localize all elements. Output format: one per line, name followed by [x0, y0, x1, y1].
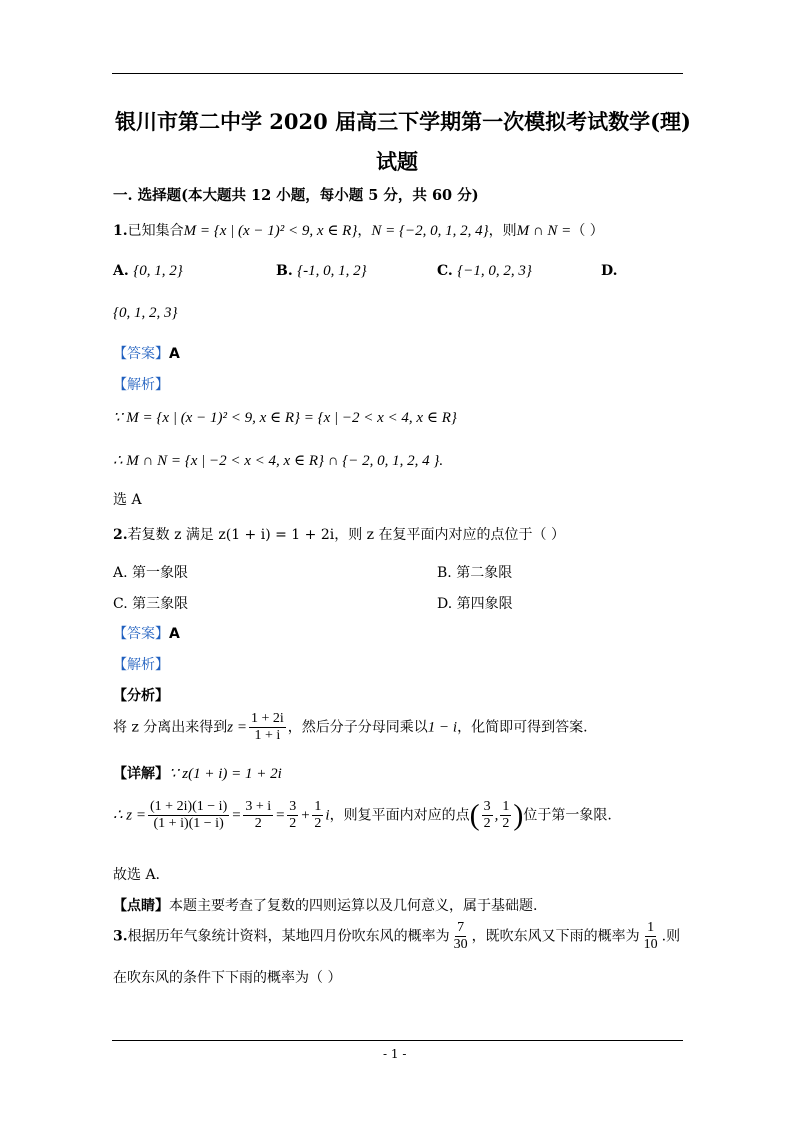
set-m: M = {x | (x − 1)² < 9, x ∈ R} — [183, 223, 358, 239]
question-3-stem: 3.根据历年气象统计资料，某地四月份吹东风的概率为 $\frac{7}{30}$ ，既吹东风又下雨的概率为 $\frac{1}{10}$ .则 — [113, 920, 681, 953]
solution-line-2: ∴ M ∩ N = {x | −2 < x < 4, x ∈ R} ∩ {− 2, 0, 1, 2, 4 }. — [113, 453, 444, 469]
set-n: N = {−2, 0, 1, 2, 4} — [371, 223, 489, 239]
section-heading: 一. 选择题(本大题共 12 小题，每小题 5 分，共 60 分) — [113, 187, 479, 204]
fraction: $\frac{(1 + 2i)(1 - i)}{(1 + i)(1 - i)}$ — [150, 799, 228, 832]
q2-conclusion: 故选 A. — [113, 867, 161, 883]
answer-value: A — [169, 626, 180, 642]
comment-tag: 【点睛】 — [113, 898, 169, 914]
q2-answer-line — [113, 623, 180, 643]
option-label: B. — [276, 263, 293, 279]
detail-tag: 【详解】 — [113, 766, 169, 782]
q2-fenxi-tag: 【分析】 — [113, 688, 169, 704]
q2-detail-line: 【详解】∵ z(1 + i) = 1 + 2i — [113, 766, 282, 782]
option-b: B. {-1, 0, 1, 2} — [276, 263, 367, 279]
fraction: $\frac{1 + 2i}{1 + i}$ — [251, 711, 284, 744]
q2-option-b: B. 第二象限 — [437, 565, 513, 581]
answer-line — [113, 343, 180, 363]
solution-line-1: ∵ M = {x | (x − 1)² < 9, x ∈ R} = {x | −2 < x < 4, x ∈ R} — [113, 410, 457, 426]
question-number: 1. — [113, 223, 128, 239]
question-number: 2. — [113, 527, 128, 543]
page-title-cont: 试题 — [376, 149, 418, 174]
answer-tag: 【答案】 — [113, 626, 169, 642]
option-d — [601, 263, 618, 279]
fraction: $\frac{1}{10}$ — [643, 920, 658, 953]
option-a: A. {0, 1, 2} — [113, 263, 183, 279]
option-label: D. — [601, 263, 618, 279]
question-number: 3. — [113, 928, 128, 945]
fraction: $\frac{7}{30}$ — [453, 920, 468, 953]
bottom-rule — [112, 1040, 683, 1041]
question-1-stem: 1.已知集合M = {x | (x − 1)² < 9, x ∈ R}，N = {−2, 0, 1, 2, 4}，则M ∩ N =（ ） — [113, 223, 604, 239]
option-label: A. — [113, 263, 129, 279]
solution-choice: 选 A — [113, 492, 142, 508]
top-rule — [112, 73, 683, 74]
question-2-stem: 2.若复数 z 满足 z(1 + i) = 1 + 2i，则 z 在复平面内对应的点位于（ ） — [113, 527, 565, 543]
q2-fenxi-line: 将 z 分离出来得到z = $\frac{1 + 2i}{1 + i}$ ，然后分子分母同乘以1 − i，化简即可得到答案. — [113, 711, 588, 744]
option-d-value: {0, 1, 2, 3} — [113, 305, 178, 321]
fraction: $\frac{3}{2}$ — [289, 799, 297, 832]
q2-comment: 【点睛】本题主要考查了复数的四则运算以及几何意义，属于基础题. — [113, 898, 538, 914]
q2-calc-line: ∴ z = $\frac{(1 + 2i)(1 - i)}{(1 + i)(1 - i)}$ = $\frac{3 + i}{2}$ = $\frac{3}{2}$ + $\frac{1}{2}$ i，则复平面内对应的点( $\frac{3}{2}$ , $\frac{1}{2}$ )位于第一象限. — [113, 798, 612, 832]
q2-option-a: A. 第一象限 — [113, 565, 189, 581]
fraction: $\frac{3}{2}$ — [483, 799, 491, 832]
fraction: $\frac{1}{2}$ — [502, 799, 510, 832]
q2-option-d: D. 第四象限 — [437, 596, 513, 612]
intersection-expr: M ∩ N = — [516, 223, 572, 239]
option-c: C. {−1, 0, 2, 3} — [437, 263, 532, 279]
page-number: - 1 - — [383, 1047, 407, 1061]
fraction: $\frac{1}{2}$ — [314, 799, 322, 832]
analysis-tag: 【解析】 — [113, 377, 169, 393]
q2-analysis-tag: 【解析】 — [113, 657, 169, 673]
answer-value: A — [169, 346, 180, 362]
q2-option-c: C. 第三象限 — [113, 596, 189, 612]
answer-tag: 【答案】 — [113, 346, 169, 362]
option-label: C. — [437, 263, 453, 279]
question-3-stem-cont: 在吹东风的条件下下雨的概率为（ ） — [113, 970, 342, 986]
page-title: 银川市第二中学 2020 届高三下学期第一次模拟考试数学(理) — [115, 109, 691, 134]
fraction: $\frac{3 + i}{2}$ — [245, 799, 272, 832]
